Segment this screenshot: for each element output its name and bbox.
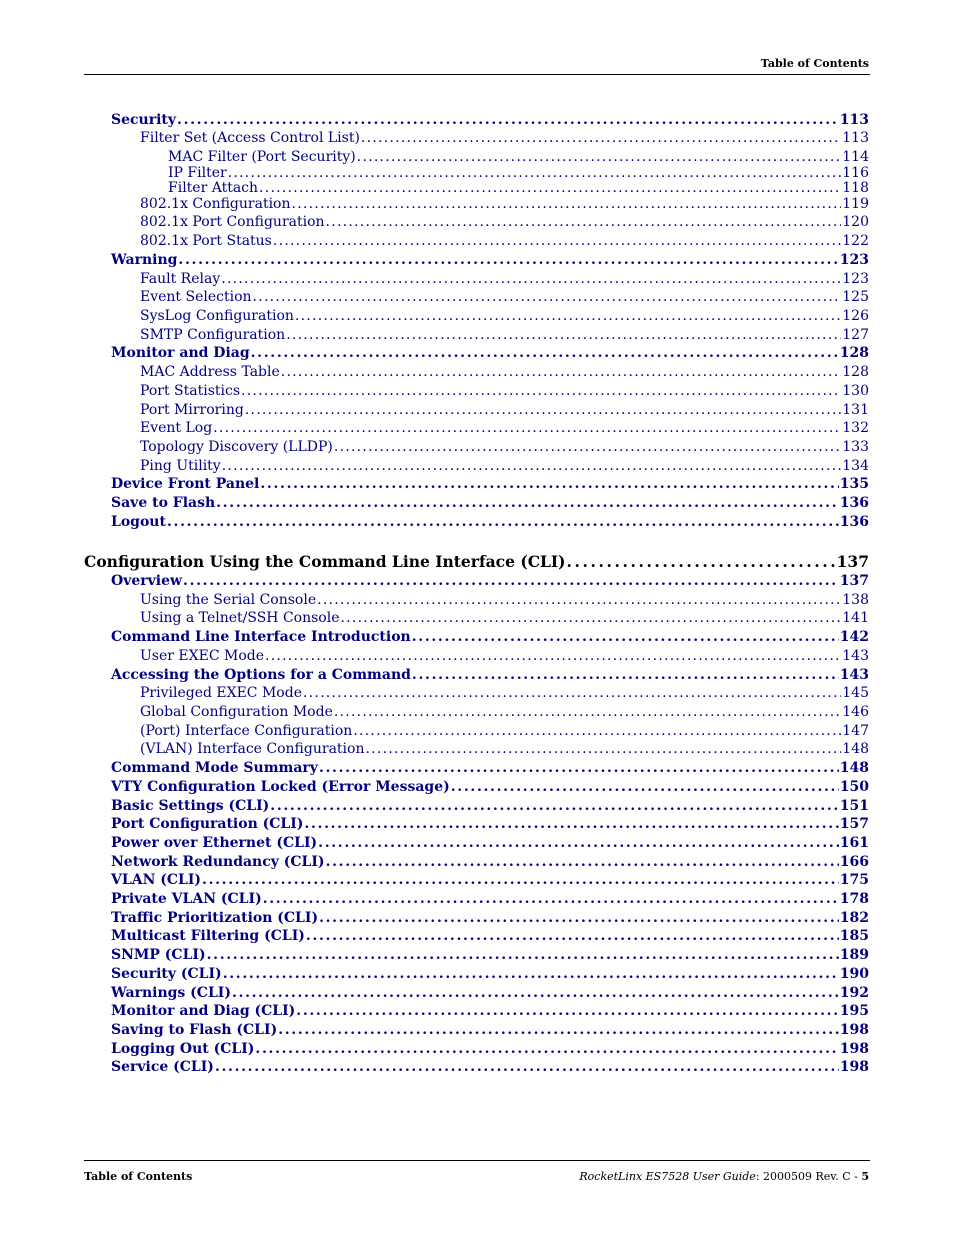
toc-entry-title[interactable]: SNMP (CLI): [111, 947, 206, 963]
toc-entry[interactable]: [111, 629, 869, 645]
toc-entry[interactable]: [140, 364, 869, 380]
toc-dot-leader: [177, 112, 839, 128]
toc-entry[interactable]: [140, 420, 869, 436]
toc-entry-page[interactable]: 136: [839, 495, 869, 511]
toc-entry[interactable]: [84, 552, 869, 571]
toc-entry[interactable]: [140, 685, 869, 701]
toc-entry-page[interactable]: 150: [839, 779, 869, 795]
toc-entry-page[interactable]: 125: [842, 289, 869, 305]
toc-dot-leader: [245, 402, 841, 418]
toc-dot-leader: [326, 214, 842, 230]
toc-dot-leader: [334, 704, 841, 720]
toc-entry-page[interactable]: 198: [839, 1059, 869, 1075]
toc-entry-title[interactable]: Save to Flash: [111, 495, 216, 511]
toc-entry-page[interactable]: 128: [839, 345, 869, 361]
toc-entry-title[interactable]: Configuration Using the Command Line Interface (CLI): [84, 552, 566, 571]
toc-entry-page[interactable]: 123: [839, 252, 869, 268]
toc-entry-title[interactable]: IP Filter: [168, 165, 227, 181]
toc-entry-title[interactable]: Command Line Interface Introduction: [111, 629, 411, 645]
toc-entry-title[interactable]: Security (CLI): [111, 966, 222, 982]
toc-entry-title[interactable]: Command Mode Summary: [111, 760, 318, 776]
toc-entry-page[interactable]: 189: [839, 947, 869, 963]
toc-entry-title[interactable]: 802.1x Configuration: [140, 196, 291, 212]
toc-entry-page[interactable]: 198: [839, 1022, 869, 1038]
toc-entry-title[interactable]: Fault Relay: [140, 271, 221, 287]
toc-entry-title[interactable]: Filter Attach: [168, 180, 259, 196]
toc-entry-title[interactable]: Monitor and Diag: [111, 345, 250, 361]
toc-entry-title[interactable]: User EXEC Mode: [140, 648, 264, 664]
toc-entry-page[interactable]: 134: [842, 458, 869, 474]
toc-entry-page[interactable]: 116: [842, 165, 869, 181]
toc-entry-page[interactable]: 157: [839, 816, 869, 832]
toc-entry-page[interactable]: 113: [839, 112, 869, 128]
toc-dot-leader: [292, 196, 842, 212]
toc-entry-title[interactable]: Overview: [111, 573, 183, 589]
toc-entry-title[interactable]: (VLAN) Interface Configuration: [140, 741, 365, 757]
toc-entry[interactable]: [140, 308, 869, 324]
toc-dot-leader: [270, 798, 838, 814]
toc-entry[interactable]: [140, 289, 869, 305]
toc-entry-page[interactable]: 137: [839, 573, 869, 589]
toc-entry-page[interactable]: 137: [836, 552, 869, 571]
toc-entry[interactable]: [140, 271, 869, 287]
toc-dot-leader: [318, 835, 839, 851]
toc-dot-leader: [567, 552, 836, 571]
footer-page-number: 5: [861, 1170, 869, 1183]
toc-entry-page[interactable]: 123: [842, 271, 869, 287]
toc-entry-title[interactable]: Monitor and Diag (CLI): [111, 1003, 296, 1019]
toc-entry-page[interactable]: 135: [839, 476, 869, 492]
toc-entry-page[interactable]: 190: [839, 966, 869, 982]
toc-dot-leader: [412, 667, 839, 683]
toc-dot-leader: [365, 741, 841, 757]
page-header-title: Table of Contents: [760, 57, 869, 70]
toc-entry-page[interactable]: 141: [842, 610, 869, 626]
toc-entry[interactable]: [140, 402, 869, 418]
toc-entry[interactable]: [140, 592, 869, 608]
toc-entry-page[interactable]: 120: [842, 214, 869, 230]
toc-entry-title[interactable]: Global Configuration Mode: [140, 704, 333, 720]
toc-entry[interactable]: [168, 180, 869, 196]
toc-entry-page[interactable]: 142: [839, 629, 869, 645]
toc-entry[interactable]: [140, 439, 869, 455]
toc-entry-page[interactable]: 114: [842, 149, 869, 165]
toc-entry[interactable]: [111, 345, 869, 361]
toc-dot-leader: [353, 723, 841, 739]
toc-dot-leader: [255, 1041, 838, 1057]
toc-entry[interactable]: [168, 149, 869, 165]
toc-dot-leader: [215, 1059, 839, 1075]
toc-entry-page[interactable]: 198: [839, 1041, 869, 1057]
toc-entry[interactable]: [111, 854, 869, 870]
toc-entry[interactable]: [111, 816, 869, 832]
toc-entry[interactable]: [140, 233, 869, 249]
toc-entry-title[interactable]: Saving to Flash (CLI): [111, 1022, 278, 1038]
toc-dot-leader: [304, 816, 838, 832]
toc-entry[interactable]: [111, 667, 869, 683]
toc-entry-title[interactable]: Privileged EXEC Mode: [140, 685, 302, 701]
toc-entry-page[interactable]: 151: [839, 798, 869, 814]
toc-dot-leader: [286, 327, 841, 343]
toc-entry[interactable]: [111, 928, 869, 944]
toc-dot-leader: [253, 289, 842, 305]
toc-entry-page[interactable]: 118: [842, 180, 869, 196]
toc-entry-title[interactable]: Logging Out (CLI): [111, 1041, 255, 1057]
toc-entry-page[interactable]: 122: [842, 233, 869, 249]
toc-entry-title[interactable]: Private VLAN (CLI): [111, 891, 262, 907]
toc-dot-leader: [357, 149, 842, 165]
toc-entry-title[interactable]: (Port) Interface Configuration: [140, 723, 353, 739]
toc-dot-leader: [296, 1003, 838, 1019]
toc-entry[interactable]: [111, 1003, 869, 1019]
footer-rule: [84, 1160, 870, 1161]
toc-entry[interactable]: [111, 1059, 869, 1075]
toc-entry[interactable]: [111, 573, 869, 589]
toc-entry-title[interactable]: SMTP Configuration: [140, 327, 286, 343]
toc-entry[interactable]: [140, 704, 869, 720]
toc-entry-title[interactable]: 802.1x Port Configuration: [140, 214, 325, 230]
toc-entry-title[interactable]: MAC Filter (Port Security): [168, 149, 356, 165]
toc-entry-title[interactable]: Multicast Filtering (CLI): [111, 928, 305, 944]
toc-entry[interactable]: [140, 383, 869, 399]
toc-dot-leader: [228, 165, 842, 181]
toc-entry-page[interactable]: 192: [839, 985, 869, 1001]
toc-entry[interactable]: [111, 891, 869, 907]
toc-dot-leader: [221, 271, 841, 287]
footer-doc-title: RocketLinx ES7528 User Guide: [579, 1170, 756, 1183]
toc-entry[interactable]: [140, 458, 869, 474]
toc-dot-leader: [412, 629, 839, 645]
toc-entry-page[interactable]: 166: [839, 854, 869, 870]
toc-entry[interactable]: [111, 910, 869, 926]
toc-entry-title[interactable]: Power over Ethernet (CLI): [111, 835, 318, 851]
toc-entry-title[interactable]: MAC Address Table: [140, 364, 280, 380]
toc-entry[interactable]: [140, 327, 869, 343]
toc-dot-leader: [278, 1022, 839, 1038]
toc-entry-title[interactable]: 802.1x Port Status: [140, 233, 272, 249]
toc-entry-page[interactable]: 127: [842, 327, 869, 343]
toc-dot-leader: [273, 233, 841, 249]
toc-entry-title[interactable]: Port Mirroring: [140, 402, 244, 418]
toc-entry-page[interactable]: 113: [842, 130, 869, 146]
toc-entry-title[interactable]: SysLog Configuration: [140, 308, 294, 324]
toc-dot-leader: [306, 928, 839, 944]
toc-entry-page[interactable]: 133: [842, 439, 869, 455]
toc-entry-title[interactable]: VLAN (CLI): [111, 872, 202, 888]
toc-entry[interactable]: [111, 760, 869, 776]
toc-entry-page[interactable]: 119: [842, 196, 869, 212]
toc-entry-title[interactable]: Traffic Prioritization (CLI): [111, 910, 319, 926]
toc-dot-leader: [213, 420, 841, 436]
toc-entry-page[interactable]: 138: [842, 592, 869, 608]
toc-dot-leader: [334, 439, 841, 455]
toc-entry-title[interactable]: Logout: [111, 514, 166, 530]
toc-entry[interactable]: [140, 214, 869, 230]
toc-dot-leader: [319, 910, 839, 926]
toc-entry-title[interactable]: Warning: [111, 252, 178, 268]
toc-entry-page[interactable]: 148: [839, 760, 869, 776]
toc-entry-page[interactable]: 148: [842, 741, 869, 757]
toc-entry-title[interactable]: Filter Set (Access Control List): [140, 130, 360, 146]
toc-entry[interactable]: [140, 196, 869, 212]
toc-entry[interactable]: [111, 872, 869, 888]
toc-dot-leader: [216, 495, 839, 511]
toc-entry[interactable]: [111, 1022, 869, 1038]
toc-entry-title[interactable]: Port Statistics: [140, 383, 241, 399]
toc-entry-page[interactable]: 147: [842, 723, 869, 739]
toc-entry-page[interactable]: 182: [839, 910, 869, 926]
toc-entry[interactable]: [111, 252, 869, 268]
toc-entry-page[interactable]: 132: [842, 420, 869, 436]
toc-entry[interactable]: [111, 835, 869, 851]
toc-entry-page[interactable]: 161: [839, 835, 869, 851]
toc-entry-title[interactable]: Event Selection: [140, 289, 252, 305]
toc-entry-title[interactable]: Event Log: [140, 420, 213, 436]
toc-dot-leader: [326, 854, 839, 870]
toc-dot-leader: [202, 872, 839, 888]
toc-entry-title[interactable]: Security: [111, 112, 177, 128]
toc-entry[interactable]: [111, 947, 869, 963]
toc-entry-page[interactable]: 143: [839, 667, 869, 683]
toc-entry[interactable]: [111, 798, 869, 814]
toc-entry[interactable]: [111, 112, 869, 128]
toc-entry-page[interactable]: 128: [842, 364, 869, 380]
toc-entry[interactable]: [111, 495, 869, 511]
toc-entry-page[interactable]: 136: [839, 514, 869, 530]
toc-entry-page[interactable]: 130: [842, 383, 869, 399]
toc-dot-leader: [183, 573, 839, 589]
toc-entry-page[interactable]: 145: [842, 685, 869, 701]
toc-entry-title[interactable]: Using a Telnet/SSH Console: [140, 610, 340, 626]
toc-entry-title[interactable]: Topology Discovery (LLDP): [140, 439, 333, 455]
toc-dot-leader: [265, 648, 841, 664]
toc-dot-leader: [451, 779, 839, 795]
footer-doc-info: [579, 1170, 869, 1183]
toc-dot-leader: [167, 514, 839, 530]
toc-dot-leader: [281, 364, 842, 380]
toc-entry-page[interactable]: 146: [842, 704, 869, 720]
toc-dot-leader: [207, 947, 839, 963]
toc-entry-title[interactable]: VTY Configuration Locked (Error Message): [111, 779, 450, 795]
toc-dot-leader: [178, 252, 838, 268]
toc-entry-page[interactable]: 185: [839, 928, 869, 944]
toc-entry[interactable]: [111, 514, 869, 530]
toc-entry[interactable]: [140, 741, 869, 757]
toc-entry-title[interactable]: Basic Settings (CLI): [111, 798, 270, 814]
toc-entry-title[interactable]: Service (CLI): [111, 1059, 214, 1075]
toc-entry[interactable]: [111, 779, 869, 795]
toc-entry[interactable]: [140, 723, 869, 739]
toc-entry[interactable]: [140, 648, 869, 664]
toc-entry-page[interactable]: 178: [839, 891, 869, 907]
toc-entry-page[interactable]: 195: [839, 1003, 869, 1019]
toc-dot-leader: [251, 345, 839, 361]
toc-entry-title[interactable]: Port Configuration (CLI): [111, 816, 304, 832]
toc-entry-title[interactable]: Network Redundancy (CLI): [111, 854, 325, 870]
toc-entry[interactable]: [111, 985, 869, 1001]
toc-dot-leader: [319, 760, 839, 776]
toc-entry[interactable]: [111, 1041, 869, 1057]
toc-dot-leader: [223, 966, 839, 982]
footer-doc-rev: : 2000509 Rev. C -: [755, 1170, 862, 1183]
toc-dot-leader: [222, 458, 842, 474]
toc-dot-leader: [260, 476, 838, 492]
toc-entry-page[interactable]: 143: [842, 648, 869, 664]
toc-dot-leader: [263, 891, 839, 907]
toc-entry-title[interactable]: Warnings (CLI): [111, 985, 231, 1001]
toc-dot-leader: [295, 308, 841, 324]
toc-dot-leader: [303, 685, 841, 701]
toc-entry[interactable]: [168, 165, 869, 181]
toc-entry[interactable]: [111, 476, 869, 492]
toc-entry-title[interactable]: Using the Serial Console: [140, 592, 317, 608]
toc-dot-leader: [340, 610, 841, 626]
toc-entry-title[interactable]: Device Front Panel: [111, 476, 260, 492]
toc-entry-page[interactable]: 175: [839, 872, 869, 888]
toc-dot-leader: [361, 130, 841, 146]
toc-entry[interactable]: [140, 130, 869, 146]
toc-entry[interactable]: [140, 610, 869, 626]
toc-entry-title[interactable]: Ping Utility: [140, 458, 221, 474]
toc-entry-page[interactable]: 131: [842, 402, 869, 418]
toc-entry-page[interactable]: 126: [842, 308, 869, 324]
toc-dot-leader: [241, 383, 841, 399]
toc-dot-leader: [259, 180, 841, 196]
toc-entry[interactable]: [111, 966, 869, 982]
footer-section-title: Table of Contents: [84, 1170, 193, 1183]
toc-entry-title[interactable]: Accessing the Options for a Command: [111, 667, 411, 683]
toc-dot-leader: [317, 592, 841, 608]
toc-dot-leader: [232, 985, 839, 1001]
